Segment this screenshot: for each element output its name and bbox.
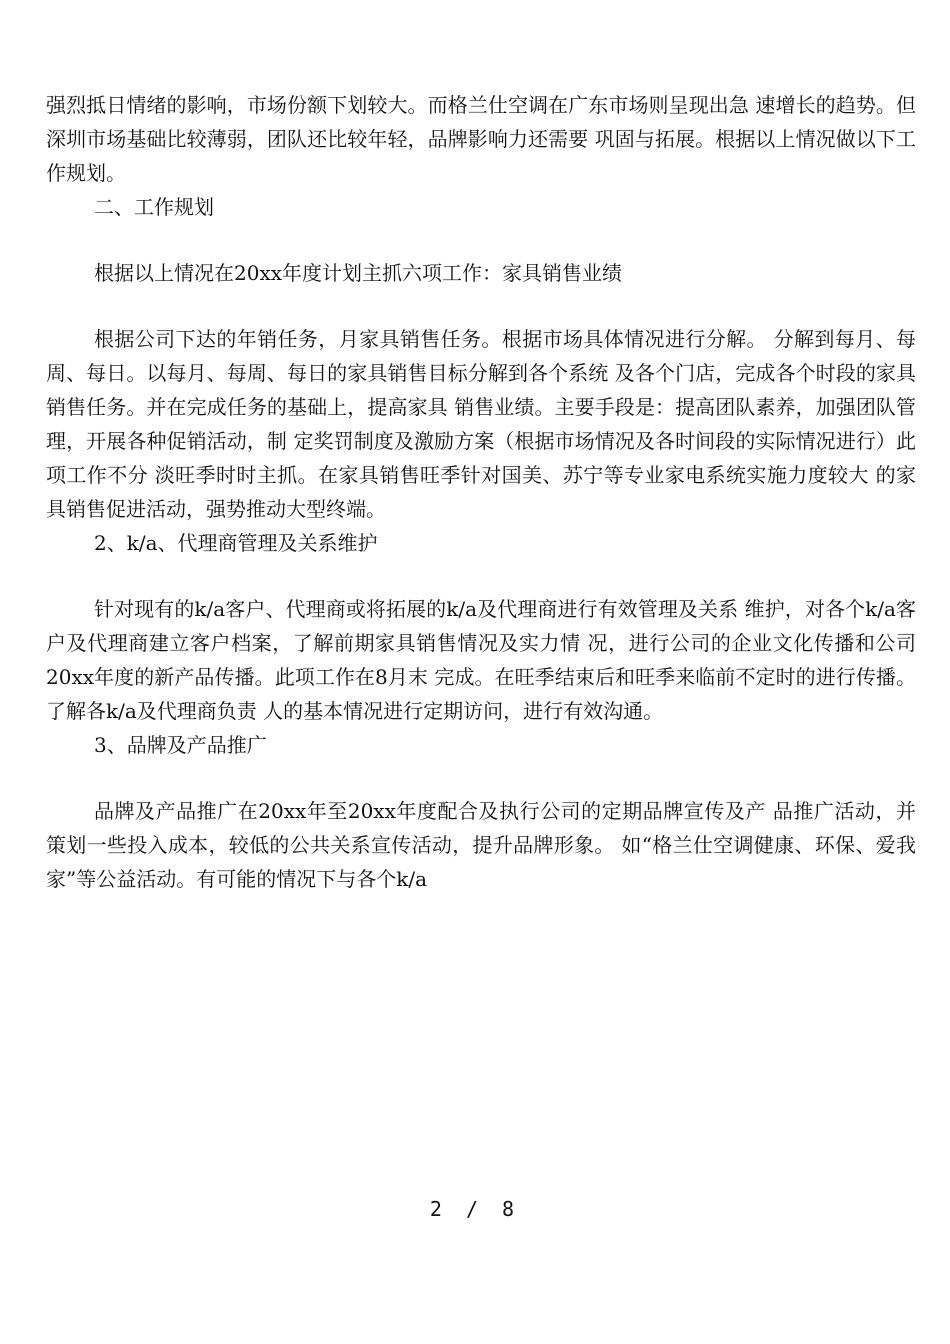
page-number: 2 / 8 [429, 1197, 521, 1221]
paragraph-sales-performance: 根据公司下达的年销任务，月家具销售任务。根据市场具体情况进行分解。 分解到每月、每周、每日。以每月、每周、每日的家具销售目标分解到各个系统 及各个门店，完成各个时段的家具销售任务。并在完成任务的基础上，提高家具 销售业绩。主要手段是：提高团队素养，加强团队管理，开展各种促销活动，制 定奖罚制度及激励方案（根据市场情况及各时间段的实际情况进行）此项工作不分 淡旺季时时主抓。在家具销售旺季针对国美、苏宁等专业家电系统实施力度较大 的家具销售促进活动，强势推动大型终端。 [46, 327, 916, 521]
paragraph-ka-agents: 针对现有的k/a客户、代理商或将拓展的k/a及代理商进行有效管理及关系 维护，对各个k/a客户及代理商建立客户档案，了解前期家具销售情况及实力情 况，进行公司的企业文化传播和公司20xx年度的新产品传播。此项工作在8月末 完成。在旺季结束后和旺季来临前不定时的进行传播。了解各k/a及代理商负责 人的基本情况进行定期访问，进行有效沟通。 [46, 597, 916, 723]
document-body [46, 88, 916, 896]
section-heading-brand-promotion: 3、品牌及产品推广 [94, 733, 267, 757]
paragraph-brand-promotion: 品牌及产品推广在20xx年至20xx年度配合及执行公司的定期品牌宣传及产 品推广活动，并策划一些投入成本，较低的公共关系宣传活动，提升品牌形象。 如“格兰仕空调健康、环保、爱我家”等公益活动。有可能的情况下与各个k/a [46, 799, 916, 891]
paragraph-market-situation: 强烈抵日情绪的影响，市场份额下划较大。而格兰仕空调在广东市场则呈现出急 速增长的趋势。但深圳市场基础比较薄弱，团队还比较年轻，品牌影响力还需要 巩固与拓展。根据以上情况做以下工作规划。 [46, 93, 916, 185]
paragraph-six-tasks: 根据以上情况在20xx年度计划主抓六项工作：家具销售业绩 [94, 261, 623, 285]
section-heading-work-plan: 二、工作规划 [94, 195, 214, 219]
section-heading-ka-agents: 2、k/a、代理商管理及关系维护 [94, 531, 378, 555]
